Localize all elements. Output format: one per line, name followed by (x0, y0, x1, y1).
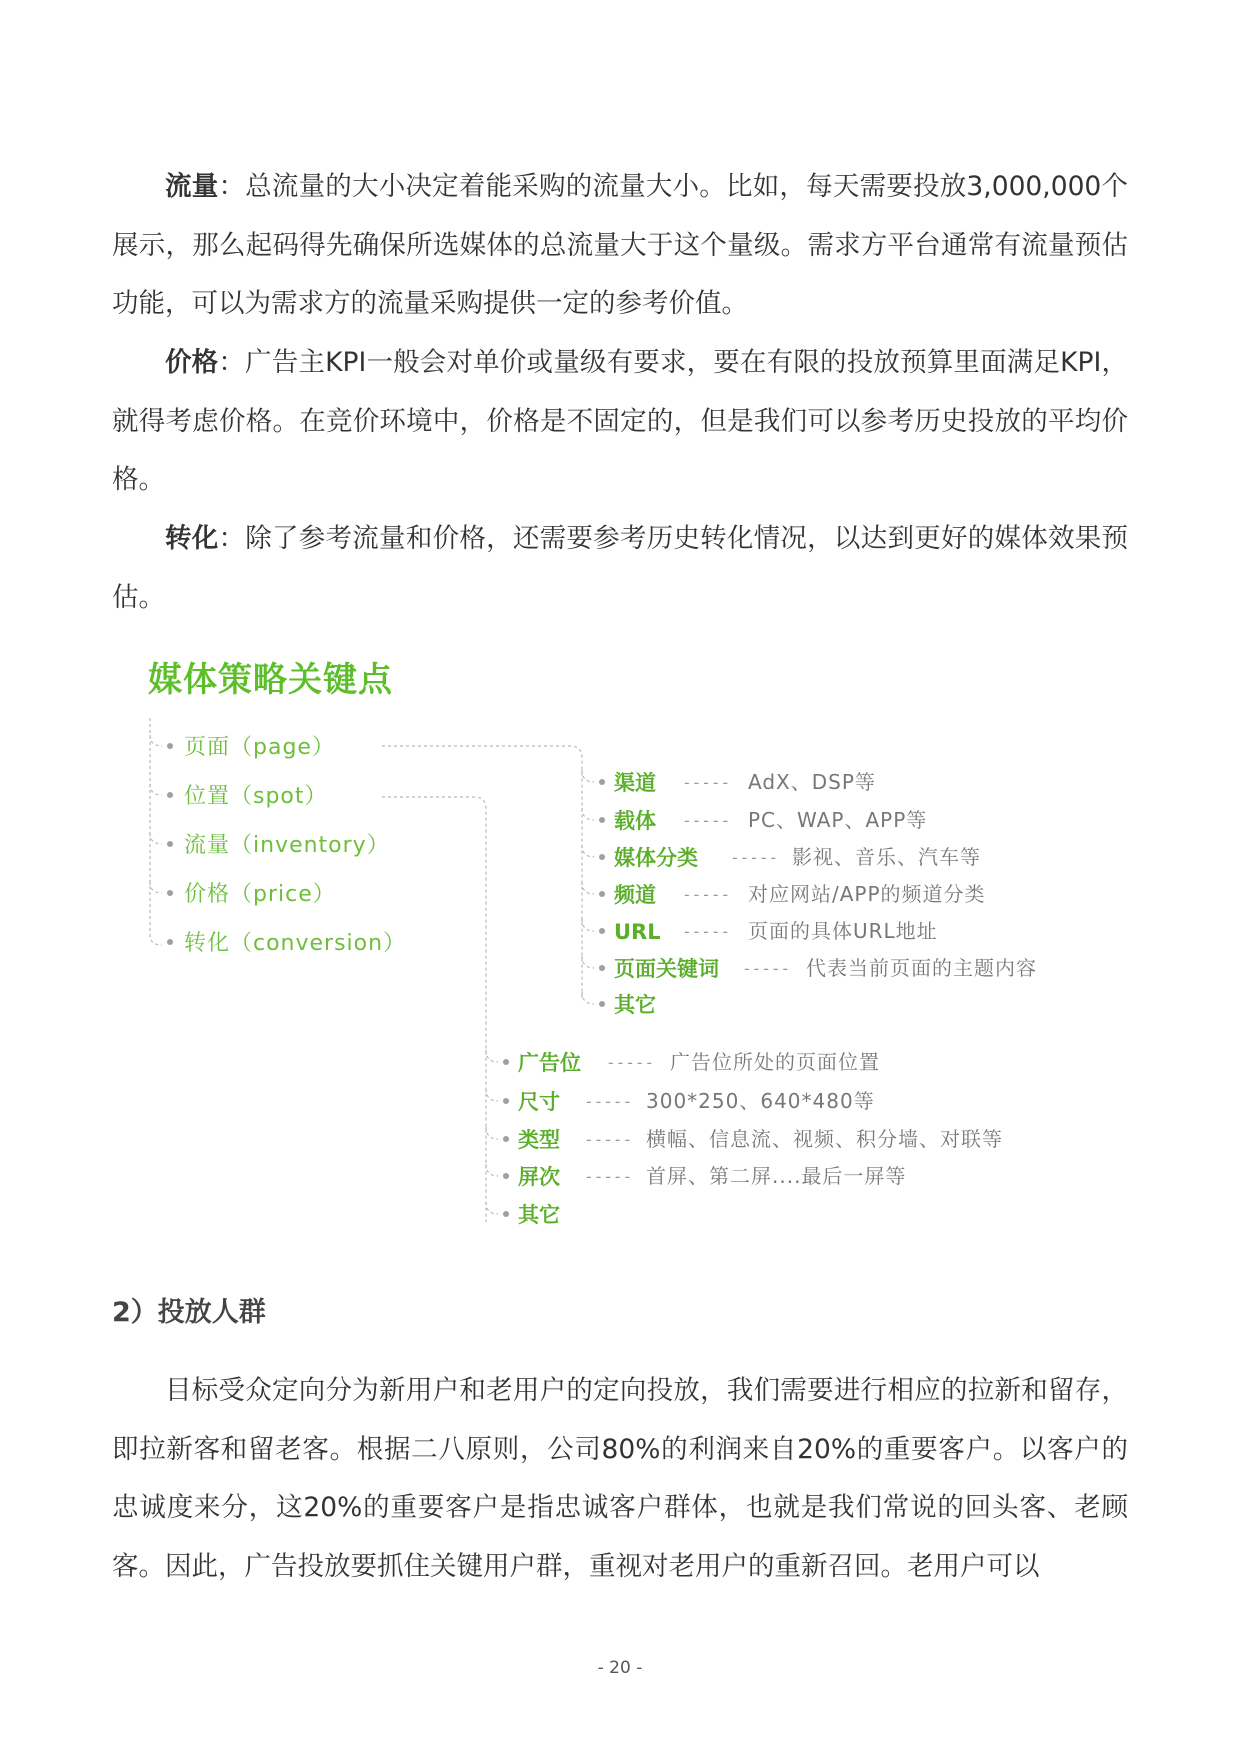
separator: ----- (584, 1167, 633, 1186)
main-items (167, 735, 406, 956)
main-item-conversion: 转化（conversion） (184, 931, 407, 956)
sub-desc-media-category: 影视、音乐、汽车等 (792, 845, 981, 869)
sub-desc-type: 横幅、信息流、视频、积分墙、对联等 (646, 1127, 1003, 1151)
bullet-dot (503, 1059, 509, 1065)
text-price: ：广告主KPI一般会对单价或量级有要求，要在有限的投放预算里面满足KPI，就得考虑价格。在竞价环境中，价格是不固定的，但是我们可以参考历史投放的平均价格。 (112, 347, 1129, 495)
bullet-dot (599, 928, 605, 934)
main-item-page: 页面（page） (184, 735, 335, 760)
sub-label-carrier: 载体 (614, 809, 656, 833)
bullet-dot (599, 817, 605, 823)
main-item-price: 价格（price） (184, 882, 336, 907)
bullet-dot (599, 891, 605, 897)
main-item-inventory: 流量（inventory） (184, 833, 390, 858)
term-traffic: 流量 (165, 171, 219, 202)
separator: ----- (682, 885, 731, 904)
bullet-dot (167, 841, 173, 847)
bullet-dot (167, 939, 173, 945)
sub-desc-url: 页面的具体URL地址 (748, 919, 938, 943)
spot-sub-branch (503, 1050, 1003, 1227)
separator: ----- (682, 811, 731, 830)
sub-label-ad-slot: 广告位 (518, 1051, 581, 1075)
term-conversion: 转化 (165, 523, 219, 554)
sub-desc-size: 300*250、640*480等 (646, 1089, 875, 1113)
sub-label-size: 尺寸 (518, 1090, 560, 1114)
separator: ----- (742, 959, 791, 978)
sub-label-channel: 渠道 (614, 771, 656, 795)
separator: ----- (584, 1092, 633, 1111)
paragraph-target-audience: 目标受众定向分为新用户和老用户的定向投放，我们需要进行相应的拉新和留存，即拉新客和留老客。根据二八原则，公司80%的利润来自20%的重要客户。以客户的忠诚度来分，这20%的重要客户是指忠诚客户群体，也就是我们常说的回头客、老顾客。因此，广告投放要抓住关键用户群，重视对老用户的重新召回。老用户可以 (112, 1375, 1128, 1582)
sub-label-frequency-channel: 频道 (614, 883, 656, 907)
sub-label-page-keywords: 页面关键词 (614, 957, 719, 981)
sub-desc-channel: AdX、DSP等 (748, 770, 876, 794)
section-heading: 2）投放人群 (112, 1297, 266, 1328)
sub-label-type: 类型 (518, 1128, 560, 1152)
bullet-dot (167, 890, 173, 896)
text-traffic: ：总流量的大小决定着能采购的流量大小。比如，每天需要投放3,000,000个展示，那么起码得先确保所选媒体的总流量大于这个量级。需求方平台通常有流量预估功能，可以为需求方的流量采购提供一定的参考价值。 (112, 171, 1129, 319)
bullet-dot (167, 743, 173, 749)
separator: ----- (606, 1053, 655, 1072)
bullet-dot (503, 1173, 509, 1179)
sub-label-media-category: 媒体分类 (614, 846, 698, 870)
separator: ----- (682, 922, 731, 941)
bullet-dot (503, 1136, 509, 1142)
page-number: - 20 - (597, 1658, 643, 1678)
text-conversion: ：除了参考流量和价格，还需要参考历史转化情况，以达到更好的媒体效果预估。 (112, 523, 1129, 613)
page-sub-branch (599, 770, 1037, 1017)
sub-desc-page-keywords: 代表当前页面的主题内容 (806, 956, 1037, 980)
bullet-dot (503, 1211, 509, 1217)
bullet-dot (503, 1098, 509, 1104)
separator: ----- (584, 1130, 633, 1149)
bullet-dot (167, 792, 173, 798)
sub-desc-ad-slot: 广告位所处的页面位置 (670, 1050, 880, 1074)
sub-label-other: 其它 (614, 993, 656, 1017)
sub-label-other: 其它 (518, 1203, 560, 1227)
separator: ----- (682, 773, 731, 792)
term-price: 价格 (165, 347, 219, 378)
bullet-dot (599, 779, 605, 785)
bullet-dot (599, 965, 605, 971)
sub-label-screen-order: 屏次 (518, 1165, 560, 1189)
sub-desc-carrier: PC、WAP、APP等 (748, 808, 928, 832)
bullet-dot (599, 854, 605, 860)
figure-title: 媒体策略关键点 (148, 660, 393, 700)
sub-desc-frequency-channel: 对应网站/APP的频道分类 (748, 882, 986, 906)
main-item-spot: 位置（spot） (184, 784, 328, 809)
separator: ----- (730, 848, 779, 867)
sub-label-url: URL (614, 920, 661, 944)
sub-desc-screen-order: 首屏、第二屏....最后一屏等 (646, 1164, 907, 1188)
bullet-dot (599, 1001, 605, 1007)
